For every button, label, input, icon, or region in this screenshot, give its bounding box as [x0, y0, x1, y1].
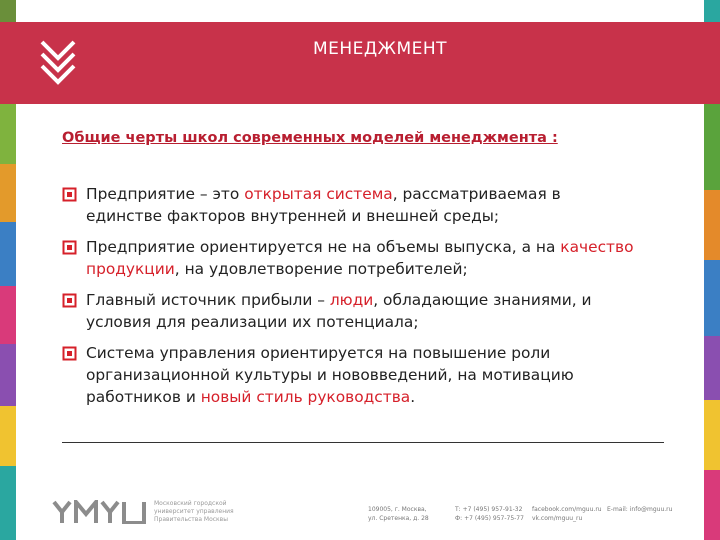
footer-address-line: ул. Сретенка, д. 28 [368, 515, 429, 522]
logo-caption-line: университет управления [154, 508, 234, 515]
bullet-text: Система управления ориентируется на повышение роли [86, 344, 551, 362]
checkbox-square-icon [62, 293, 77, 308]
footer-social [532, 505, 602, 523]
bullet-text: работников и [86, 388, 201, 406]
bullet-list [62, 183, 692, 417]
bullet-line [86, 236, 692, 258]
bullet-text: , рассматриваемая в [392, 185, 561, 203]
bullet-text: организационной культуры и нововведений, на мотивацию [86, 366, 574, 384]
bullet-item [62, 236, 692, 280]
checkbox-square-icon [62, 240, 77, 255]
logo-caption-line: Московский городской [154, 500, 227, 507]
footer-facebook-link[interactable]: facebook.com/mguu.ru [532, 506, 602, 513]
bullet-line [86, 183, 692, 205]
bullet-line [86, 311, 692, 333]
footer-email [607, 505, 672, 514]
bullet-item [62, 183, 692, 227]
bullet-text: единстве факторов внутренней и внешней среды; [86, 207, 500, 225]
bullet-text: , обладающие знаниями, и [373, 291, 592, 309]
bullet-line [86, 364, 692, 386]
highlight-text: качество [560, 238, 634, 256]
checkbox-square-icon [62, 187, 77, 202]
logo-caption-line: Правительства Москвы [154, 516, 228, 523]
double-chevron-down-icon [38, 38, 78, 90]
bullet-text: Главный источник прибыли – [86, 291, 330, 309]
bullet-text: условия для реализации их потенциала; [86, 313, 419, 331]
bullet-item [62, 342, 692, 408]
bullet-line [86, 205, 692, 227]
divider-line [62, 442, 664, 443]
logo-caption [154, 500, 234, 524]
highlight-text: открытая система [244, 185, 393, 203]
footer-address-line: 109005, г. Москва, [368, 506, 427, 513]
bullet-line [86, 289, 692, 311]
checkbox-square-icon [62, 346, 77, 361]
footer-vk-link[interactable]: vk.com/mguu_ru [532, 515, 583, 522]
university-logo-icon [52, 500, 148, 524]
footer-phone: Т: +7 (495) 957-91-32 [455, 506, 523, 513]
header-banner [0, 22, 720, 104]
bullet-line [86, 258, 692, 280]
bullet-text: , на удовлетворение потребителей; [174, 260, 468, 278]
section-subtitle: Общие черты школ современных моделей менеджмента : [62, 130, 558, 146]
footer-fax: Ф: +7 (495) 957-75-77 [455, 515, 524, 522]
footer-email-link[interactable]: E-mail: info@mguu.ru [607, 506, 673, 513]
footer-phones [455, 505, 524, 523]
page-title: МЕНЕДЖМЕНТ [312, 39, 448, 59]
highlight-text: люди [329, 291, 374, 309]
bullet-line [86, 342, 692, 364]
bullet-text: Предприятие ориентируется не на объемы выпуска, а на [86, 238, 561, 256]
bullet-text: . [410, 388, 416, 406]
bullet-item [62, 289, 692, 333]
footer-address [368, 505, 429, 523]
bullet-text: Предприятие – это [86, 185, 245, 203]
highlight-text: новый стиль руководства [200, 388, 411, 406]
bullet-line [86, 386, 692, 408]
highlight-text: продукции [86, 260, 175, 278]
